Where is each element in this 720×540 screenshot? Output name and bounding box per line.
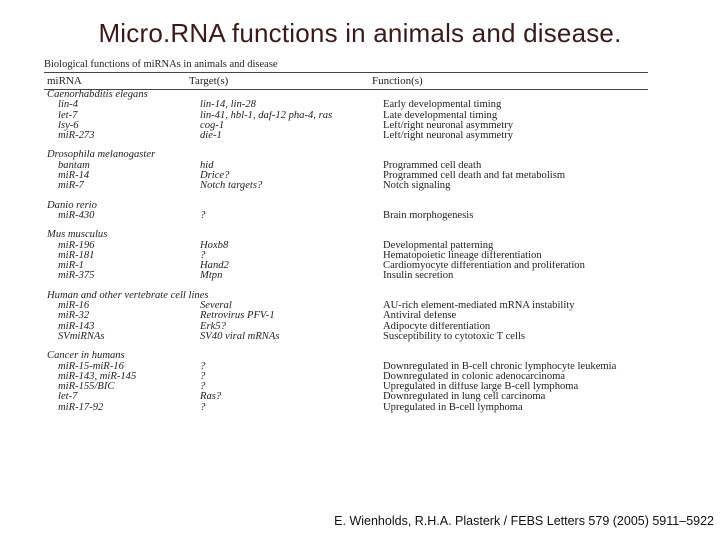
organism-group-label: Cancer in humans <box>47 350 125 362</box>
organism-group-label: Caenorhabditis elegans <box>47 89 148 100</box>
target-cell: ? <box>200 402 206 413</box>
mirna-cell: let-7 <box>58 392 78 403</box>
target-cell: ? <box>200 382 206 393</box>
mirna-cell: miR-14 <box>58 171 90 182</box>
target-cell: hid <box>200 160 214 171</box>
mirna-cell: SVmiRNAs <box>58 331 105 342</box>
table-body <box>44 90 648 413</box>
table-row <box>44 251 648 261</box>
table-row <box>44 171 648 181</box>
function-cell: Left/right neuronal asymmetry <box>383 131 514 142</box>
mirna-cell: miR-196 <box>58 240 95 251</box>
mirna-cell: bantam <box>58 160 90 171</box>
mirna-cell: let-7 <box>58 110 78 121</box>
target-cell: ? <box>200 371 206 382</box>
function-cell: Antiviral defense <box>383 311 457 322</box>
target-cell: Retrovirus PFV-1 <box>200 311 275 322</box>
header-targets: Target(s) <box>189 75 229 87</box>
table-caption: Biological functions of miRNAs in animals and disease <box>44 59 278 70</box>
function-cell: Developmental patterning <box>383 240 494 251</box>
function-cell: Upregulated in diffuse large B-cell lymphoma <box>383 382 579 393</box>
table-header-row <box>44 73 648 90</box>
mirna-cell: lsy-6 <box>58 120 79 131</box>
table-row <box>44 241 648 251</box>
mirna-cell: miR-375 <box>58 271 95 282</box>
target-cell: Notch targets? <box>200 181 263 192</box>
mirna-cell: miR-17-92 <box>58 402 104 413</box>
citation: E. Wienholds, R.H.A. Plasterk / FEBS Letters 579 (2005) 5911–5922 <box>334 514 714 528</box>
function-cell: Left/right neuronal asymmetry <box>383 120 514 131</box>
target-cell: cog-1 <box>200 120 225 131</box>
table-row <box>44 261 648 271</box>
function-cell: Downregulated in lung cell carcinoma <box>383 392 546 403</box>
function-cell: Brain morphogenesis <box>383 210 474 221</box>
mirna-table <box>44 58 648 413</box>
table-row <box>44 100 648 110</box>
target-cell: Drice? <box>200 171 230 182</box>
group-spacer <box>44 221 648 230</box>
function-cell: Early developmental timing <box>383 100 502 111</box>
header-functions: Function(s) <box>372 75 423 87</box>
target-cell: ? <box>200 250 206 261</box>
table-row <box>44 131 648 141</box>
table-row <box>44 301 648 311</box>
organism-group-label: Mus musculus <box>47 229 108 241</box>
function-cell: Upregulated in B-cell lymphoma <box>383 402 523 413</box>
mirna-cell: miR-15-miR-16 <box>58 361 124 372</box>
function-cell: Susceptibility to cytotoxic T cells <box>383 331 526 342</box>
table-row <box>44 372 648 382</box>
function-cell: Notch signaling <box>383 181 451 192</box>
mirna-cell: miR-273 <box>58 131 95 142</box>
function-cell: AU-rich element-mediated mRNA instability <box>383 301 575 312</box>
mirna-cell: miR-155/BIC <box>58 382 115 393</box>
header-mirna: miRNA <box>47 75 82 87</box>
target-cell: SV40 viral mRNAs <box>200 331 280 342</box>
target-cell: die-1 <box>200 131 222 142</box>
table-row <box>44 362 648 372</box>
mirna-cell: miR-16 <box>58 301 90 312</box>
function-cell: Cardiomyocyte differentiation and proliferation <box>383 261 585 272</box>
target-cell: lin-41, hbl-1, daf-12 pha-4, ras <box>200 110 333 121</box>
mirna-cell: miR-143, miR-145 <box>58 371 137 382</box>
target-cell: Erk5? <box>200 321 226 332</box>
function-cell: Hematopoietic lineage differentiation <box>383 250 542 261</box>
table-row <box>44 161 648 171</box>
target-cell: Ras? <box>200 392 222 403</box>
slide-title: Micro.RNA functions in animals and disease. <box>98 18 622 48</box>
table-row <box>44 392 648 402</box>
table-row <box>44 403 648 413</box>
target-cell: Hoxb8 <box>200 240 229 251</box>
table-row <box>44 181 648 191</box>
function-cell: Late developmental timing <box>383 110 498 121</box>
table-row <box>44 111 648 121</box>
mirna-cell: miR-1 <box>58 261 84 272</box>
group-spacer <box>44 342 648 351</box>
table-row <box>44 322 648 332</box>
table-row <box>44 211 648 221</box>
function-cell: Insulin secretion <box>383 271 454 282</box>
target-cell: lin-14, lin-28 <box>200 100 256 111</box>
target-cell: Hand2 <box>200 261 229 272</box>
table-row <box>44 311 648 321</box>
target-cell: Several <box>200 301 232 312</box>
mirna-cell: miR-32 <box>58 311 90 322</box>
mirna-cell: miR-430 <box>58 210 95 221</box>
table-row <box>44 382 648 392</box>
function-cell: Downregulated in colonic adenocarcinoma <box>383 371 566 382</box>
organism-group-label: Drosophila melanogaster <box>47 149 156 161</box>
mirna-cell: miR-143 <box>58 321 95 332</box>
group-spacer <box>44 192 648 201</box>
table-row <box>44 121 648 131</box>
mirna-cell: lin-4 <box>58 100 79 111</box>
table-row <box>44 332 648 342</box>
target-cell: Mtpn <box>200 271 223 282</box>
function-cell: Programmed cell death and fat metabolism <box>383 171 566 182</box>
organism-group-label: Human and other vertebrate cell lines <box>47 289 209 301</box>
mirna-cell: miR-7 <box>58 181 84 192</box>
function-cell: Programmed cell death <box>383 160 482 171</box>
function-cell: Adipocyte differentiation <box>383 321 491 332</box>
table-row <box>44 271 648 281</box>
organism-group-label: Danio rerio <box>47 199 97 211</box>
mirna-cell: miR-181 <box>58 250 95 261</box>
target-cell: ? <box>200 210 206 221</box>
function-cell: Downregulated in B-cell chronic lymphocyte leukemia <box>383 361 617 372</box>
target-cell: ? <box>200 361 206 372</box>
